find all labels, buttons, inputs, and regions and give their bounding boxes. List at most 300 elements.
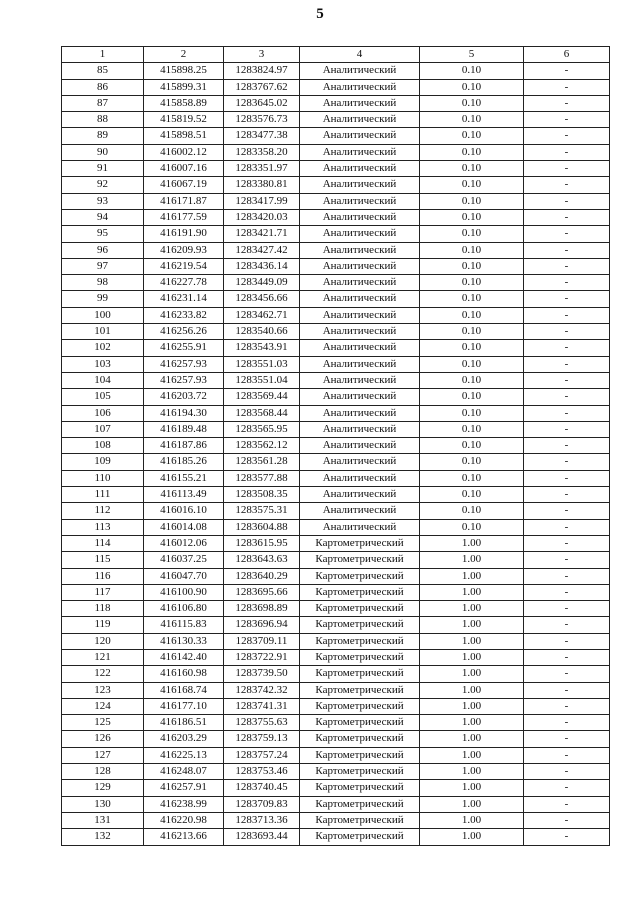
point-number-cell: 100 bbox=[62, 307, 144, 323]
method-cell: Картометрический bbox=[300, 796, 420, 812]
accuracy-cell: 0.10 bbox=[420, 307, 524, 323]
y-coordinate-cell: 1283640.29 bbox=[224, 568, 300, 584]
point-number-cell: 117 bbox=[62, 584, 144, 600]
point-number-cell: 91 bbox=[62, 161, 144, 177]
note-cell: - bbox=[524, 535, 610, 551]
table-row bbox=[62, 177, 610, 193]
table-row bbox=[62, 715, 610, 731]
method-cell: Аналитический bbox=[300, 324, 420, 340]
accuracy-cell: 0.10 bbox=[420, 209, 524, 225]
x-coordinate-cell: 416115.83 bbox=[144, 617, 224, 633]
note-cell: - bbox=[524, 193, 610, 209]
y-coordinate-cell: 1283427.42 bbox=[224, 242, 300, 258]
x-coordinate-cell: 416113.49 bbox=[144, 487, 224, 503]
y-coordinate-cell: 1283741.31 bbox=[224, 698, 300, 714]
accuracy-cell: 0.10 bbox=[420, 291, 524, 307]
note-cell: - bbox=[524, 421, 610, 437]
x-coordinate-cell: 416220.98 bbox=[144, 812, 224, 828]
table-row bbox=[62, 324, 610, 340]
method-cell: Аналитический bbox=[300, 79, 420, 95]
method-cell: Аналитический bbox=[300, 470, 420, 486]
point-number-cell: 87 bbox=[62, 95, 144, 111]
table-row bbox=[62, 487, 610, 503]
y-coordinate-cell: 1283824.97 bbox=[224, 63, 300, 79]
note-cell: - bbox=[524, 112, 610, 128]
x-coordinate-cell: 416248.07 bbox=[144, 764, 224, 780]
point-number-cell: 124 bbox=[62, 698, 144, 714]
x-coordinate-cell: 416100.90 bbox=[144, 584, 224, 600]
method-cell: Картометрический bbox=[300, 731, 420, 747]
note-cell: - bbox=[524, 95, 610, 111]
x-coordinate-cell: 416203.29 bbox=[144, 731, 224, 747]
y-coordinate-cell: 1283543.91 bbox=[224, 340, 300, 356]
point-number-cell: 125 bbox=[62, 715, 144, 731]
accuracy-cell: 0.10 bbox=[420, 95, 524, 111]
method-cell: Аналитический bbox=[300, 95, 420, 111]
table-row bbox=[62, 666, 610, 682]
method-cell: Картометрический bbox=[300, 715, 420, 731]
note-cell: - bbox=[524, 698, 610, 714]
y-coordinate-cell: 1283456.66 bbox=[224, 291, 300, 307]
table-row bbox=[62, 698, 610, 714]
method-cell: Аналитический bbox=[300, 438, 420, 454]
x-coordinate-cell: 415898.51 bbox=[144, 128, 224, 144]
table-row bbox=[62, 209, 610, 225]
table-row bbox=[62, 258, 610, 274]
accuracy-cell: 1.00 bbox=[420, 812, 524, 828]
point-number-cell: 99 bbox=[62, 291, 144, 307]
table-row bbox=[62, 226, 610, 242]
table-row bbox=[62, 193, 610, 209]
accuracy-cell: 0.10 bbox=[420, 193, 524, 209]
point-number-cell: 109 bbox=[62, 454, 144, 470]
note-cell: - bbox=[524, 780, 610, 796]
method-cell: Аналитический bbox=[300, 372, 420, 388]
y-coordinate-cell: 1283740.45 bbox=[224, 780, 300, 796]
table-row bbox=[62, 519, 610, 535]
accuracy-cell: 1.00 bbox=[420, 568, 524, 584]
accuracy-cell: 0.10 bbox=[420, 389, 524, 405]
note-cell: - bbox=[524, 242, 610, 258]
note-cell: - bbox=[524, 747, 610, 763]
accuracy-cell: 0.10 bbox=[420, 242, 524, 258]
x-coordinate-cell: 416238.99 bbox=[144, 796, 224, 812]
accuracy-cell: 1.00 bbox=[420, 796, 524, 812]
x-coordinate-cell: 415858.89 bbox=[144, 95, 224, 111]
y-coordinate-cell: 1283551.04 bbox=[224, 372, 300, 388]
y-coordinate-cell: 1283722.91 bbox=[224, 649, 300, 665]
x-coordinate-cell: 416007.16 bbox=[144, 161, 224, 177]
y-coordinate-cell: 1283561.28 bbox=[224, 454, 300, 470]
accuracy-cell: 0.10 bbox=[420, 226, 524, 242]
y-coordinate-cell: 1283709.83 bbox=[224, 796, 300, 812]
accuracy-cell: 1.00 bbox=[420, 829, 524, 845]
accuracy-cell: 1.00 bbox=[420, 584, 524, 600]
point-number-cell: 131 bbox=[62, 812, 144, 828]
point-number-cell: 122 bbox=[62, 666, 144, 682]
accuracy-cell: 1.00 bbox=[420, 552, 524, 568]
x-coordinate-cell: 416171.87 bbox=[144, 193, 224, 209]
x-coordinate-cell: 416209.93 bbox=[144, 242, 224, 258]
x-coordinate-cell: 415898.25 bbox=[144, 63, 224, 79]
column-header: 4 bbox=[300, 47, 420, 63]
y-coordinate-cell: 1283462.71 bbox=[224, 307, 300, 323]
point-number-cell: 94 bbox=[62, 209, 144, 225]
y-coordinate-cell: 1283753.46 bbox=[224, 764, 300, 780]
table-row bbox=[62, 275, 610, 291]
accuracy-cell: 0.10 bbox=[420, 372, 524, 388]
accuracy-cell: 1.00 bbox=[420, 666, 524, 682]
point-number-cell: 107 bbox=[62, 421, 144, 437]
method-cell: Аналитический bbox=[300, 405, 420, 421]
table-row bbox=[62, 242, 610, 258]
point-number-cell: 93 bbox=[62, 193, 144, 209]
x-coordinate-cell: 416168.74 bbox=[144, 682, 224, 698]
table-row bbox=[62, 649, 610, 665]
accuracy-cell: 0.10 bbox=[420, 405, 524, 421]
point-number-cell: 126 bbox=[62, 731, 144, 747]
note-cell: - bbox=[524, 226, 610, 242]
note-cell: - bbox=[524, 731, 610, 747]
point-number-cell: 96 bbox=[62, 242, 144, 258]
accuracy-cell: 1.00 bbox=[420, 682, 524, 698]
point-number-cell: 95 bbox=[62, 226, 144, 242]
method-cell: Аналитический bbox=[300, 193, 420, 209]
x-coordinate-cell: 416225.13 bbox=[144, 747, 224, 763]
note-cell: - bbox=[524, 372, 610, 388]
method-cell: Аналитический bbox=[300, 389, 420, 405]
table-header-row bbox=[62, 47, 610, 63]
y-coordinate-cell: 1283693.44 bbox=[224, 829, 300, 845]
point-number-cell: 113 bbox=[62, 519, 144, 535]
note-cell: - bbox=[524, 649, 610, 665]
y-coordinate-cell: 1283380.81 bbox=[224, 177, 300, 193]
y-coordinate-cell: 1283604.88 bbox=[224, 519, 300, 535]
method-cell: Аналитический bbox=[300, 275, 420, 291]
x-coordinate-cell: 416155.21 bbox=[144, 470, 224, 486]
y-coordinate-cell: 1283358.20 bbox=[224, 144, 300, 160]
point-number-cell: 90 bbox=[62, 144, 144, 160]
accuracy-cell: 1.00 bbox=[420, 764, 524, 780]
y-coordinate-cell: 1283742.32 bbox=[224, 682, 300, 698]
method-cell: Картометрический bbox=[300, 617, 420, 633]
column-header: 3 bbox=[224, 47, 300, 63]
table-row bbox=[62, 161, 610, 177]
y-coordinate-cell: 1283575.31 bbox=[224, 503, 300, 519]
point-number-cell: 103 bbox=[62, 356, 144, 372]
table-row bbox=[62, 568, 610, 584]
table-row bbox=[62, 95, 610, 111]
y-coordinate-cell: 1283767.62 bbox=[224, 79, 300, 95]
y-coordinate-cell: 1283615.95 bbox=[224, 535, 300, 551]
table-row bbox=[62, 470, 610, 486]
method-cell: Картометрический bbox=[300, 601, 420, 617]
y-coordinate-cell: 1283436.14 bbox=[224, 258, 300, 274]
y-coordinate-cell: 1283569.44 bbox=[224, 389, 300, 405]
method-cell: Картометрический bbox=[300, 666, 420, 682]
table-row bbox=[62, 731, 610, 747]
point-number-cell: 130 bbox=[62, 796, 144, 812]
x-coordinate-cell: 416177.10 bbox=[144, 698, 224, 714]
note-cell: - bbox=[524, 177, 610, 193]
note-cell: - bbox=[524, 519, 610, 535]
accuracy-cell: 0.10 bbox=[420, 161, 524, 177]
note-cell: - bbox=[524, 405, 610, 421]
note-cell: - bbox=[524, 144, 610, 160]
point-number-cell: 120 bbox=[62, 633, 144, 649]
point-number-cell: 128 bbox=[62, 764, 144, 780]
x-coordinate-cell: 416219.54 bbox=[144, 258, 224, 274]
x-coordinate-cell: 416233.82 bbox=[144, 307, 224, 323]
table-row bbox=[62, 796, 610, 812]
x-coordinate-cell: 416257.91 bbox=[144, 780, 224, 796]
point-number-cell: 119 bbox=[62, 617, 144, 633]
y-coordinate-cell: 1283565.95 bbox=[224, 421, 300, 437]
note-cell: - bbox=[524, 584, 610, 600]
x-coordinate-cell: 416177.59 bbox=[144, 209, 224, 225]
point-number-cell: 88 bbox=[62, 112, 144, 128]
point-number-cell: 123 bbox=[62, 682, 144, 698]
note-cell: - bbox=[524, 829, 610, 845]
y-coordinate-cell: 1283421.71 bbox=[224, 226, 300, 242]
y-coordinate-cell: 1283508.35 bbox=[224, 487, 300, 503]
accuracy-cell: 0.10 bbox=[420, 144, 524, 160]
note-cell: - bbox=[524, 209, 610, 225]
method-cell: Картометрический bbox=[300, 747, 420, 763]
method-cell: Картометрический bbox=[300, 780, 420, 796]
note-cell: - bbox=[524, 487, 610, 503]
accuracy-cell: 1.00 bbox=[420, 698, 524, 714]
x-coordinate-cell: 416203.72 bbox=[144, 389, 224, 405]
method-cell: Аналитический bbox=[300, 161, 420, 177]
coordinates-table bbox=[61, 46, 610, 846]
accuracy-cell: 0.10 bbox=[420, 454, 524, 470]
accuracy-cell: 0.10 bbox=[420, 519, 524, 535]
accuracy-cell: 0.10 bbox=[420, 356, 524, 372]
note-cell: - bbox=[524, 291, 610, 307]
method-cell: Аналитический bbox=[300, 307, 420, 323]
y-coordinate-cell: 1283477.38 bbox=[224, 128, 300, 144]
x-coordinate-cell: 416187.86 bbox=[144, 438, 224, 454]
point-number-cell: 97 bbox=[62, 258, 144, 274]
note-cell: - bbox=[524, 617, 610, 633]
y-coordinate-cell: 1283417.99 bbox=[224, 193, 300, 209]
note-cell: - bbox=[524, 258, 610, 274]
point-number-cell: 132 bbox=[62, 829, 144, 845]
x-coordinate-cell: 416213.66 bbox=[144, 829, 224, 845]
point-number-cell: 121 bbox=[62, 649, 144, 665]
y-coordinate-cell: 1283695.66 bbox=[224, 584, 300, 600]
accuracy-cell: 0.10 bbox=[420, 487, 524, 503]
method-cell: Картометрический bbox=[300, 649, 420, 665]
accuracy-cell: 0.10 bbox=[420, 177, 524, 193]
table-body bbox=[62, 63, 610, 845]
accuracy-cell: 1.00 bbox=[420, 633, 524, 649]
point-number-cell: 102 bbox=[62, 340, 144, 356]
x-coordinate-cell: 416130.33 bbox=[144, 633, 224, 649]
column-header: 5 bbox=[420, 47, 524, 63]
x-coordinate-cell: 415819.52 bbox=[144, 112, 224, 128]
table-row bbox=[62, 307, 610, 323]
y-coordinate-cell: 1283562.12 bbox=[224, 438, 300, 454]
note-cell: - bbox=[524, 682, 610, 698]
y-coordinate-cell: 1283713.36 bbox=[224, 812, 300, 828]
column-header: 1 bbox=[62, 47, 144, 63]
method-cell: Аналитический bbox=[300, 128, 420, 144]
accuracy-cell: 0.10 bbox=[420, 324, 524, 340]
point-number-cell: 105 bbox=[62, 389, 144, 405]
x-coordinate-cell: 416160.98 bbox=[144, 666, 224, 682]
x-coordinate-cell: 416142.40 bbox=[144, 649, 224, 665]
accuracy-cell: 0.10 bbox=[420, 421, 524, 437]
x-coordinate-cell: 416256.26 bbox=[144, 324, 224, 340]
point-number-cell: 108 bbox=[62, 438, 144, 454]
table-row bbox=[62, 682, 610, 698]
point-number-cell: 85 bbox=[62, 63, 144, 79]
method-cell: Картометрический bbox=[300, 535, 420, 551]
table-row bbox=[62, 454, 610, 470]
table-row bbox=[62, 144, 610, 160]
table-row bbox=[62, 405, 610, 421]
y-coordinate-cell: 1283576.73 bbox=[224, 112, 300, 128]
x-coordinate-cell: 416194.30 bbox=[144, 405, 224, 421]
accuracy-cell: 0.10 bbox=[420, 258, 524, 274]
column-header: 6 bbox=[524, 47, 610, 63]
accuracy-cell: 0.10 bbox=[420, 112, 524, 128]
y-coordinate-cell: 1283568.44 bbox=[224, 405, 300, 421]
note-cell: - bbox=[524, 568, 610, 584]
table-row bbox=[62, 780, 610, 796]
accuracy-cell: 1.00 bbox=[420, 731, 524, 747]
point-number-cell: 111 bbox=[62, 487, 144, 503]
y-coordinate-cell: 1283449.09 bbox=[224, 275, 300, 291]
x-coordinate-cell: 416257.93 bbox=[144, 356, 224, 372]
note-cell: - bbox=[524, 552, 610, 568]
x-coordinate-cell: 416014.08 bbox=[144, 519, 224, 535]
note-cell: - bbox=[524, 812, 610, 828]
point-number-cell: 98 bbox=[62, 275, 144, 291]
y-coordinate-cell: 1283577.88 bbox=[224, 470, 300, 486]
accuracy-cell: 1.00 bbox=[420, 601, 524, 617]
x-coordinate-cell: 416067.19 bbox=[144, 177, 224, 193]
y-coordinate-cell: 1283420.03 bbox=[224, 209, 300, 225]
y-coordinate-cell: 1283540.66 bbox=[224, 324, 300, 340]
note-cell: - bbox=[524, 666, 610, 682]
note-cell: - bbox=[524, 340, 610, 356]
y-coordinate-cell: 1283709.11 bbox=[224, 633, 300, 649]
note-cell: - bbox=[524, 470, 610, 486]
accuracy-cell: 1.00 bbox=[420, 649, 524, 665]
method-cell: Аналитический bbox=[300, 63, 420, 79]
y-coordinate-cell: 1283643.63 bbox=[224, 552, 300, 568]
accuracy-cell: 0.10 bbox=[420, 79, 524, 95]
x-coordinate-cell: 416016.10 bbox=[144, 503, 224, 519]
method-cell: Аналитический bbox=[300, 454, 420, 470]
table-row bbox=[62, 584, 610, 600]
note-cell: - bbox=[524, 161, 610, 177]
x-coordinate-cell: 416106.80 bbox=[144, 601, 224, 617]
note-cell: - bbox=[524, 454, 610, 470]
point-number-cell: 104 bbox=[62, 372, 144, 388]
accuracy-cell: 1.00 bbox=[420, 535, 524, 551]
table-row bbox=[62, 389, 610, 405]
accuracy-cell: 0.10 bbox=[420, 275, 524, 291]
y-coordinate-cell: 1283351.97 bbox=[224, 161, 300, 177]
table-row bbox=[62, 812, 610, 828]
note-cell: - bbox=[524, 503, 610, 519]
note-cell: - bbox=[524, 764, 610, 780]
method-cell: Картометрический bbox=[300, 682, 420, 698]
table-row bbox=[62, 421, 610, 437]
note-cell: - bbox=[524, 633, 610, 649]
method-cell: Аналитический bbox=[300, 209, 420, 225]
x-coordinate-cell: 415899.31 bbox=[144, 79, 224, 95]
method-cell: Картометрический bbox=[300, 698, 420, 714]
method-cell: Аналитический bbox=[300, 226, 420, 242]
method-cell: Аналитический bbox=[300, 177, 420, 193]
point-number-cell: 115 bbox=[62, 552, 144, 568]
x-coordinate-cell: 416191.90 bbox=[144, 226, 224, 242]
method-cell: Картометрический bbox=[300, 829, 420, 845]
note-cell: - bbox=[524, 389, 610, 405]
x-coordinate-cell: 416185.26 bbox=[144, 454, 224, 470]
y-coordinate-cell: 1283755.63 bbox=[224, 715, 300, 731]
accuracy-cell: 0.10 bbox=[420, 438, 524, 454]
y-coordinate-cell: 1283696.94 bbox=[224, 617, 300, 633]
table-row bbox=[62, 438, 610, 454]
note-cell: - bbox=[524, 438, 610, 454]
point-number-cell: 106 bbox=[62, 405, 144, 421]
accuracy-cell: 1.00 bbox=[420, 780, 524, 796]
x-coordinate-cell: 416189.48 bbox=[144, 421, 224, 437]
point-number-cell: 86 bbox=[62, 79, 144, 95]
table-row bbox=[62, 63, 610, 79]
point-number-cell: 129 bbox=[62, 780, 144, 796]
table-row bbox=[62, 356, 610, 372]
x-coordinate-cell: 416012.06 bbox=[144, 535, 224, 551]
table-row bbox=[62, 372, 610, 388]
table-row bbox=[62, 112, 610, 128]
method-cell: Аналитический bbox=[300, 144, 420, 160]
x-coordinate-cell: 416002.12 bbox=[144, 144, 224, 160]
method-cell: Картометрический bbox=[300, 584, 420, 600]
method-cell: Аналитический bbox=[300, 519, 420, 535]
note-cell: - bbox=[524, 63, 610, 79]
method-cell: Аналитический bbox=[300, 340, 420, 356]
method-cell: Аналитический bbox=[300, 291, 420, 307]
method-cell: Аналитический bbox=[300, 503, 420, 519]
y-coordinate-cell: 1283757.24 bbox=[224, 747, 300, 763]
point-number-cell: 118 bbox=[62, 601, 144, 617]
accuracy-cell: 0.10 bbox=[420, 63, 524, 79]
y-coordinate-cell: 1283739.50 bbox=[224, 666, 300, 682]
note-cell: - bbox=[524, 128, 610, 144]
x-coordinate-cell: 416047.70 bbox=[144, 568, 224, 584]
point-number-cell: 127 bbox=[62, 747, 144, 763]
accuracy-cell: 1.00 bbox=[420, 617, 524, 633]
x-coordinate-cell: 416255.91 bbox=[144, 340, 224, 356]
y-coordinate-cell: 1283759.13 bbox=[224, 731, 300, 747]
table-row bbox=[62, 340, 610, 356]
y-coordinate-cell: 1283645.02 bbox=[224, 95, 300, 111]
method-cell: Аналитический bbox=[300, 112, 420, 128]
table-row bbox=[62, 552, 610, 568]
point-number-cell: 114 bbox=[62, 535, 144, 551]
accuracy-cell: 1.00 bbox=[420, 715, 524, 731]
point-number-cell: 110 bbox=[62, 470, 144, 486]
x-coordinate-cell: 416227.78 bbox=[144, 275, 224, 291]
note-cell: - bbox=[524, 324, 610, 340]
